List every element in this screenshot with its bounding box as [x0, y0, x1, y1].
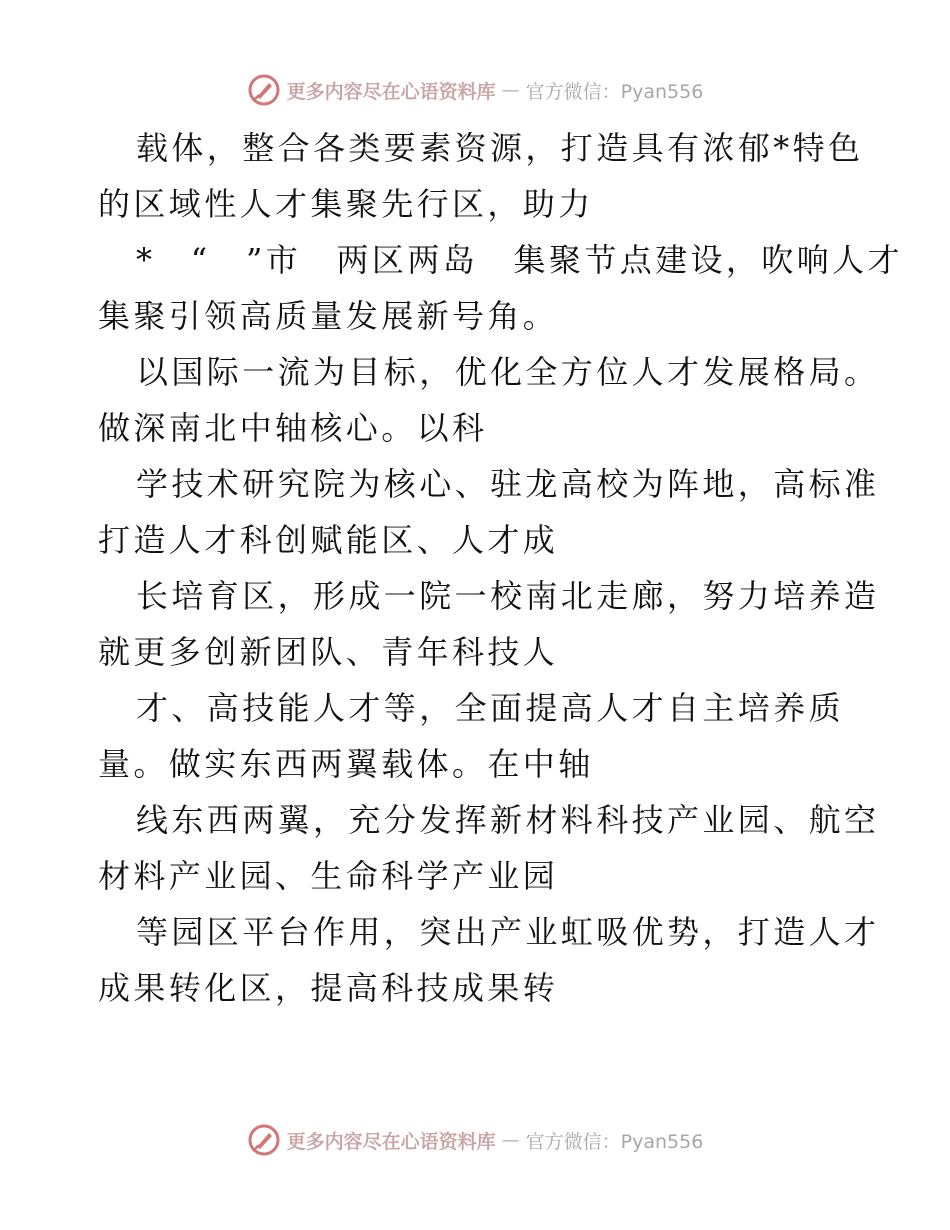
watermark-sub-text: 官方微信：Pyan556 — [525, 80, 704, 103]
document-body — [98, 120, 903, 1016]
text-line: 以国际一流为目标，优化全方位人才发展格局。 — [136, 353, 880, 391]
text-line: 材料产业园、生命科学产业园 — [98, 857, 559, 895]
watermark-dash: — — [501, 1129, 520, 1151]
text-line: 做深南北中轴核心。以科 — [98, 409, 488, 447]
text-line: 学技术研究院为核心、驻龙高校为阵地，高标准 — [136, 465, 880, 503]
text-line: 量。做实东西两翼载体。在中轴 — [98, 745, 594, 783]
text-line: 的区域性人才集聚先行区，助力 — [98, 185, 594, 223]
footer-watermark — [0, 1120, 950, 1160]
header-watermark — [0, 70, 950, 110]
text-line: 等园区平台作用，突出产业虹吸优势，打造人才 — [136, 913, 880, 951]
watermark-sub-text: 官方微信：Pyan556 — [525, 1130, 704, 1153]
text-line: 成果转化区，提高科技成果转 — [98, 969, 559, 1007]
watermark-main-text: 更多内容尽在心语资料库 — [286, 1130, 496, 1153]
pen-nib-circle-icon — [247, 1123, 281, 1157]
text-line: 载体，整合各类要素资源，打造具有浓郁*特色 — [136, 129, 864, 167]
watermark-main-text: 更多内容尽在心语资料库 — [286, 80, 496, 103]
pen-nib-circle-icon — [247, 73, 281, 107]
watermark-dash: — — [501, 79, 520, 101]
text-line: 才、高技能人才等，全面提高人才自主培养质 — [136, 689, 845, 727]
text-line: 长培育区，形成一院一校南北走廊，努力培养造 — [136, 577, 880, 615]
text-line: 打造人才科创赋能区、人才成 — [98, 521, 559, 559]
text-line: 就更多创新团队、青年科技人 — [98, 633, 559, 671]
text-line: 集聚引领高质量发展新号角。 — [98, 297, 559, 335]
text-line: * “ ”市 两区两岛 集聚节点建设，吹响人才 — [136, 241, 903, 279]
text-line: 线东西两翼，充分发挥新材料科技产业园、航空 — [136, 801, 880, 839]
